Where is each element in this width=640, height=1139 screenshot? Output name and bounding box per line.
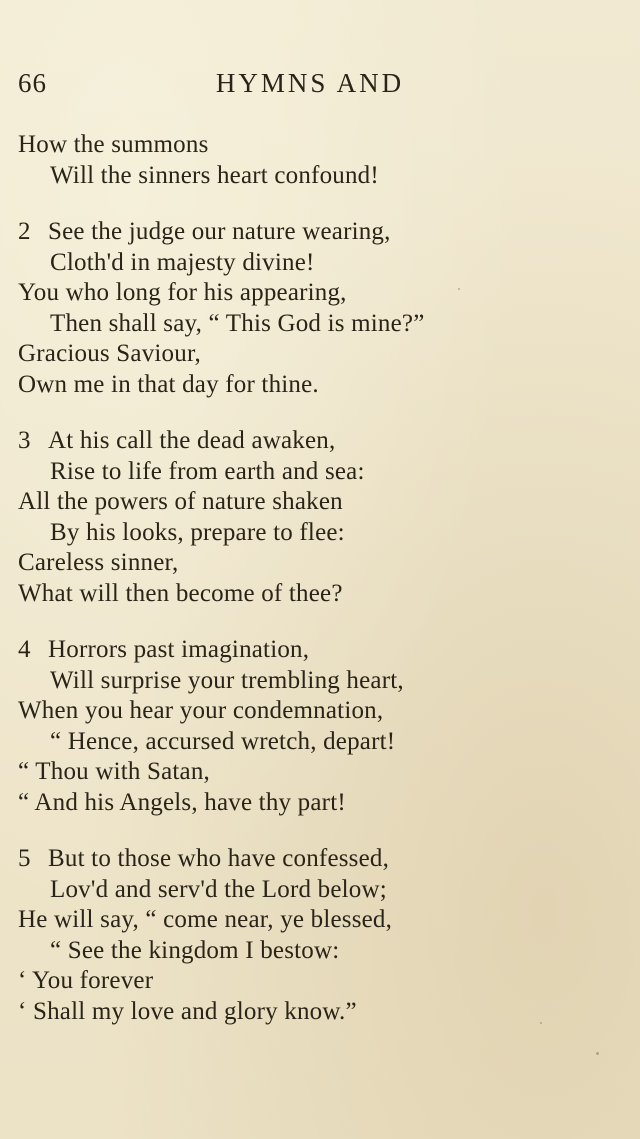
verse-line: Gracious Saviour, bbox=[18, 340, 201, 367]
verse-line: Then shall say, “ This God is mine?” bbox=[50, 309, 425, 337]
verse-line-text: See the judge our nature wearing, bbox=[48, 218, 391, 245]
stanza-number: 4 bbox=[18, 636, 31, 663]
page-number: 66 bbox=[18, 68, 47, 98]
stanza-3 bbox=[18, 426, 628, 609]
page-header bbox=[18, 68, 640, 108]
verse-line: ‘ Shall my love and glory know.” bbox=[18, 997, 357, 1025]
verse-line: By his looks, prepare to flee: bbox=[50, 518, 345, 546]
stanza-5 bbox=[18, 844, 628, 1027]
verse-line: When you hear your condemnation, bbox=[18, 697, 384, 724]
verse-line-text: At his call the dead awaken, bbox=[48, 427, 336, 454]
paper-speck bbox=[540, 1022, 542, 1024]
verse-line: Will the sinners heart confound! bbox=[50, 161, 379, 189]
verse-line bbox=[18, 844, 628, 875]
stanza-number: 3 bbox=[18, 427, 31, 454]
verse-line: How the summons bbox=[18, 131, 209, 158]
verse-line: Cloth'd in majesty divine! bbox=[50, 248, 315, 276]
verse-line: “ See the kingdom I bestow: bbox=[50, 936, 340, 964]
verse-line: “ Hence, accursed wretch, depart! bbox=[50, 727, 396, 755]
verse-line: What will then become of thee? bbox=[18, 579, 343, 607]
verse-line bbox=[18, 426, 628, 457]
verse-line: Will surprise your trembling heart, bbox=[50, 666, 404, 694]
verse-line: Rise to life from earth and sea: bbox=[50, 457, 365, 485]
stanza-4 bbox=[18, 635, 628, 818]
stanza-2 bbox=[18, 217, 628, 400]
stanza-continuation bbox=[18, 130, 628, 191]
stanza-number: 5 bbox=[18, 845, 31, 872]
hymn-verses bbox=[18, 130, 628, 1053]
verse-line: He will say, “ come near, ye blessed, bbox=[18, 906, 393, 933]
verse-line: “ Thou with Satan, bbox=[18, 758, 211, 785]
verse-line: You who long for his appearing, bbox=[18, 279, 347, 306]
verse-line: ‘ You forever bbox=[18, 967, 154, 994]
verse-line bbox=[18, 217, 628, 248]
verse-line: All the powers of nature shaken bbox=[18, 488, 343, 515]
verse-line: “ And his Angels, have thy part! bbox=[18, 788, 346, 816]
verse-line: Careless sinner, bbox=[18, 549, 179, 576]
stanza-number: 2 bbox=[18, 218, 31, 245]
running-head: HYMNS AND bbox=[215, 68, 405, 98]
verse-line-text: Horrors past imagination, bbox=[48, 636, 310, 663]
verse-line-text: But to those who have confessed, bbox=[48, 845, 390, 872]
paper-speck bbox=[458, 288, 460, 290]
paper-speck bbox=[596, 1052, 599, 1055]
verse-line bbox=[18, 635, 628, 666]
verse-line: Lov'd and serv'd the Lord below; bbox=[50, 875, 387, 903]
verse-line: Own me in that day for thine. bbox=[18, 370, 319, 398]
